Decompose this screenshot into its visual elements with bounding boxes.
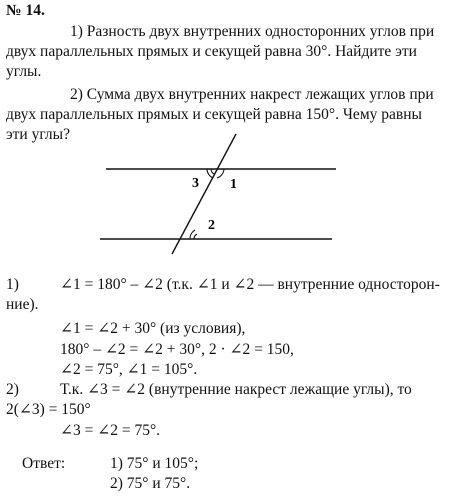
angle-3-arc: [207, 169, 213, 178]
solution-2-line-2: 2(∠3) = 150°: [6, 401, 91, 418]
task2-line-3: эти углы?: [6, 126, 70, 143]
angle-label-2: 2: [208, 218, 215, 233]
angle-label-1: 1: [230, 177, 237, 192]
task1-line-1: 1) Разность двух внутренних односторонних углов при: [70, 23, 435, 40]
angle-2-arc-inner: [194, 234, 197, 239]
transversal-line: [172, 134, 236, 254]
problem-number: № 14.: [6, 2, 45, 19]
solution-1-line-2: ние).: [6, 296, 39, 313]
solution-1-line-1: ∠1 = 180° – ∠2 (т.к. ∠1 и ∠2 — внутренние односторон-: [60, 276, 440, 293]
angle-1-arc: [217, 169, 224, 178]
task1-line-2: двух параллельных прямых и секущей равна 30°. Найдите эти: [6, 43, 417, 60]
task2-line-1: 2) Сумма двух внутренних накрест лежащих углов при: [70, 86, 434, 103]
angle-label-3: 3: [192, 176, 199, 191]
task1-line-3: углы.: [6, 63, 42, 80]
answer-label: Ответ:: [22, 455, 66, 472]
angle-3-arc-inner: [211, 169, 214, 174]
answer-2: 2) 75° и 75°.: [110, 475, 191, 492]
solution-2-line-3: ∠3 = ∠2 = 75°.: [60, 422, 161, 439]
solution-1-number: 1): [6, 276, 19, 293]
solution-1-line-5: ∠2 = 75°, ∠1 = 105°.: [60, 361, 198, 378]
solution-1-line-4: 180° – ∠2 = ∠2 + 30°, 2 · ∠2 = 150,: [60, 341, 294, 358]
task2-line-2: двух параллельных прямых и секущей равна 150°. Чему равны: [6, 106, 422, 123]
answer-1: 1) 75° и 105°;: [110, 455, 199, 472]
parallel-lines-figure: [96, 130, 346, 260]
solution-2-line-1: Т.к. ∠3 = ∠2 (внутренние накрест лежащие углы), то: [60, 381, 412, 398]
solution-2-number: 2): [6, 381, 19, 398]
solution-1-line-3: ∠1 = ∠2 + 30° (из условия),: [60, 320, 246, 337]
